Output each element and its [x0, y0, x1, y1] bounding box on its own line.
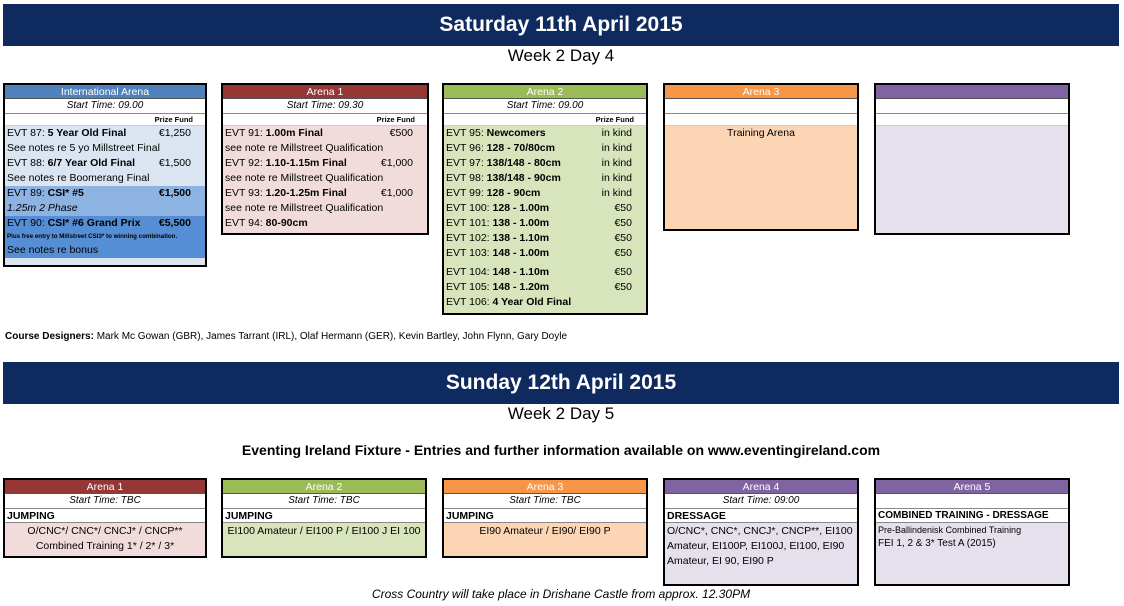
course-designers: [5, 331, 567, 342]
event-row: EVT 93: 1.20-1.25m Final €1,000: [225, 187, 413, 199]
sunday-arena3-box: [442, 478, 648, 558]
event-row: EVT 88: 6/7 Year Old Final €1,500: [7, 157, 191, 169]
prize-fund-label: Prize Fund: [444, 114, 646, 126]
sunday-arena3-body: EI90 Amateur / EI90/ EI90 P: [479, 525, 611, 537]
sunday-arena1-header: Arena 1: [5, 480, 205, 494]
course-designers-names: Mark Mc Gowan (GBR), James Tarrant (IRL), Olaf Hermann (GER), Kevin Bartley, John Flynn, Gary Doyle: [93, 331, 568, 342]
saturday-week: Week 2 Day 4: [507, 46, 615, 65]
event-note: see note re Millstreet Qualification: [225, 202, 384, 214]
event-note: See notes re Boomerang Final: [7, 172, 150, 184]
eventing-fixture-note: Eventing Ireland Fixture - Entries and further information available on www.eventingireland.com: [241, 442, 881, 458]
arena3-start-blank: [665, 99, 857, 114]
sunday-arena4-body: O/CNC*, CNC*, CNCJ*, CNCP**, EI100 Amateur, EI100P, EI100J, EI100, EI90 Amateur, EI 90, EI90 P: [667, 525, 853, 567]
sunday-arena1-box: [3, 478, 207, 558]
arena5-header: [876, 85, 1068, 99]
sunday-arena4-start: Start Time: 09:00: [665, 494, 857, 509]
event-row: EVT 97: 138/148 - 80cm in kind: [446, 157, 632, 169]
course-designers-label: Course Designers:: [5, 331, 94, 342]
sunday-arena4-heading: DRESSAGE: [665, 509, 857, 523]
sunday-arena2-start: Start Time: TBC: [223, 494, 425, 509]
sunday-arena4-header: Arena 4: [665, 480, 857, 494]
arena3-box: [663, 83, 859, 231]
arena5-prize-blank: [876, 114, 1068, 126]
event-row: EVT 92: 1.10-1.15m Final €1,000: [225, 157, 413, 169]
sunday-arena2-heading: JUMPING: [223, 509, 425, 523]
arena5-box: [874, 83, 1070, 235]
event-note: See notes re 5 yo Millstreet Final: [7, 142, 160, 154]
sunday-arena5-body1: Pre-Ballindenisk Combined Training: [878, 525, 1022, 535]
saturday-banner: [3, 4, 1119, 46]
sunday-arena4-box: [663, 478, 859, 586]
event-row: EVT 87: 5 Year Old Final €1,250: [7, 127, 191, 139]
arena2-header: Arena 2: [444, 85, 646, 99]
sunday-arena3-start: Start Time: TBC: [444, 494, 646, 509]
sunday-banner: [3, 362, 1119, 404]
arena1-start: Start Time: 09.30: [223, 99, 427, 114]
event-row: EVT 91: 1.00m Final €500: [225, 127, 413, 139]
event-row: EVT 98: 138/148 - 90cm in kind: [446, 172, 632, 184]
event-row: EVT 105: 148 - 1.20m €50: [446, 281, 632, 293]
sunday-arena2-body: EI100 Amateur / EI100 P / EI100 J EI 100: [227, 525, 421, 537]
event-note: Plus free entry to Millstreet CSI3* to winning combination.: [5, 231, 205, 243]
sunday-title: Sunday 12th April 2015: [445, 371, 677, 394]
event-row: EVT 95: Newcomers in kind: [446, 127, 632, 139]
sunday-arena3-header: Arena 3: [444, 480, 646, 494]
arena1-box: [221, 83, 429, 235]
event-row: EVT 106: 4 Year Old Final: [446, 296, 572, 308]
sunday-arena1-heading: JUMPING: [5, 509, 205, 523]
event-row: EVT 100: 128 - 1.00m €50: [446, 202, 632, 214]
event-row: EVT 90: CSI* #6 Grand Prix €5,500: [5, 216, 205, 231]
event-row: EVT 101: 138 - 1.00m €50: [446, 217, 632, 229]
sunday-arena5-heading: COMBINED TRAINING - DRESSAGE: [876, 509, 1068, 523]
cross-country-note: Cross Country will take place in Drishane Castle from approx. 12.30PM: [371, 587, 751, 601]
event-row: EVT 89: CSI* #5 €1,500: [5, 186, 205, 201]
sunday-arena5-start: [876, 494, 1068, 509]
event-row: EVT 104: 148 - 1.10m €50: [446, 266, 632, 278]
sunday-arena2-header: Arena 2: [223, 480, 425, 494]
arena5-start-blank: [876, 99, 1068, 114]
sunday-arena5-box: [874, 478, 1070, 586]
sunday-arena5-header: Arena 5: [876, 480, 1068, 494]
event-row: EVT 94: 80-90cm: [225, 217, 308, 229]
arena3-body: Training Arena: [727, 127, 795, 139]
event-note: see note re Millstreet Qualification: [225, 172, 384, 184]
international-arena-start: Start Time: 09.00: [5, 99, 205, 114]
arena2-box: [442, 83, 648, 315]
event-note: 1.25m 2 Phase: [5, 201, 205, 216]
sunday-arena3-heading: JUMPING: [444, 509, 646, 523]
event-row: EVT 99: 128 - 90cm in kind: [446, 187, 632, 199]
event-note: see note re Millstreet Qualification: [225, 142, 384, 154]
prize-fund-label: Prize Fund: [5, 114, 205, 126]
arena2-start: Start Time: 09.00: [444, 99, 646, 114]
saturday-title: Saturday 11th April 2015: [439, 13, 683, 36]
event-row: EVT 96: 128 - 70/80cm in kind: [446, 142, 632, 154]
sunday-arena1-start: Start Time: TBC: [5, 494, 205, 509]
sunday-arena2-box: [221, 478, 427, 558]
arena3-prize-blank: [665, 114, 857, 126]
international-arena-header: International Arena: [5, 85, 205, 99]
arena3-header: Arena 3: [665, 85, 857, 99]
event-row: EVT 103: 148 - 1.00m €50: [446, 247, 632, 259]
sunday-week: Week 2 Day 5: [507, 404, 615, 423]
arena1-header: Arena 1: [223, 85, 427, 99]
sunday-arena5-body2: FEI 1, 2 & 3* Test A (2015): [878, 538, 996, 549]
international-arena-box: [3, 83, 207, 267]
prize-fund-label: Prize Fund: [223, 114, 427, 126]
sunday-arena1-body: O/CNC*/ CNC*/ CNCJ* / CNCP** Combined Training 1* / 2* / 3*: [27, 525, 183, 552]
event-note: See notes re bonus: [5, 243, 205, 258]
event-row: EVT 102: 138 - 1.10m €50: [446, 232, 632, 244]
